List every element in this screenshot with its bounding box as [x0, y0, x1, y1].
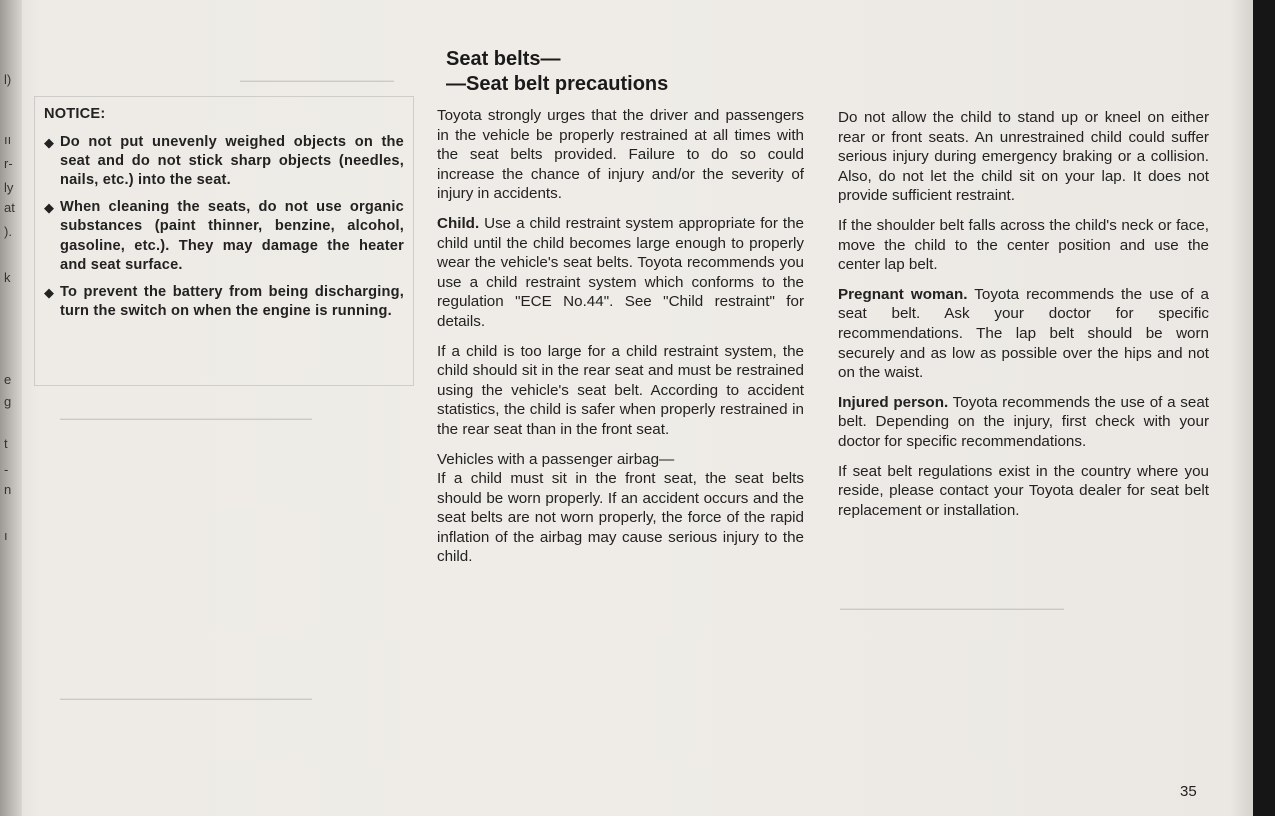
margin-fragment: -: [4, 462, 9, 477]
title-line-1: Seat belts—: [446, 48, 561, 70]
bleed-through-decoration: ——————————————————: [60, 410, 312, 426]
page-edge-shadow: [1253, 0, 1275, 816]
right-column: [838, 108, 1209, 530]
page-number: 35: [1180, 783, 1197, 800]
margin-fragment: g: [4, 394, 12, 409]
diamond-bullet-icon: ◆: [44, 200, 55, 216]
injured-body: Toyota recommends the use of a seat belt. Depending on the injury, first check with your doctor for specific recommendations.: [838, 393, 1209, 450]
title-line-2: —Seat belt precautions: [446, 73, 669, 95]
margin-fragment: k: [4, 270, 11, 285]
airbag-heading: Vehicles with a passenger airbag—: [437, 450, 675, 468]
notice-item-text: Do not put unevenly weighed objects on the seat and do not stick sharp objects (needles, nails, etc.) into the seat.: [60, 133, 404, 188]
notice-item: [44, 198, 404, 275]
margin-fragment: r-: [4, 156, 13, 171]
bleed-through-decoration: ———————————: [240, 72, 394, 88]
margin-fragment: e: [4, 372, 12, 387]
diamond-bullet-icon: ◆: [44, 285, 55, 301]
notice-item: [44, 283, 404, 321]
bleed-through-decoration: ————————————————: [840, 600, 1064, 616]
diamond-bullet-icon: ◆: [44, 134, 55, 150]
regulations-paragraph: If seat belt regulations exist in the country where you reside, please contact your Toyota dealer for seat belt replacement or installation.: [838, 462, 1209, 519]
notice-item-text: To prevent the battery from being discharging, turn the switch on when the engine is running.: [60, 284, 404, 320]
stand-kneel-paragraph: Do not allow the child to stand up or kneel on either rear or front seats. An unrestrained child could suffer serious injury during emergency braking or a collision. Also, do not let the child sit on your lap. It does not provide sufficient restraint.: [838, 109, 1209, 205]
margin-fragment: at: [4, 200, 15, 215]
notice-item-text: When cleaning the seats, do not use organic substances (paint thinner, benzine, alcohol, gasoline, etc.). They may damage the heater and seat surface.: [60, 199, 404, 273]
margin-fragment: ıı: [4, 132, 12, 147]
large-child-paragraph: If a child is too large for a child restraint system, the child should sit in the rear seat and must be restrained using the vehicle's seat belt. According to accident statistics, the child is safer when properly restrained in the rear seat than in the front seat.: [437, 342, 804, 438]
notice-item: [44, 133, 404, 191]
middle-column: [437, 106, 804, 577]
margin-fragment: n: [4, 482, 12, 497]
airbag-paragraph: [437, 450, 804, 568]
margin-fragment: ı: [4, 528, 8, 543]
notice-column: [44, 105, 404, 329]
shoulder-belt-paragraph: If the shoulder belt falls across the child's neck or face, move the child to the center position and use the center lap belt.: [838, 216, 1209, 274]
bleed-through-decoration: ——————————————————: [60, 690, 312, 706]
margin-fragment: ).: [4, 224, 12, 239]
margin-fragment: t: [4, 436, 8, 451]
intro-paragraph: Toyota strongly urges that the driver and passengers in the vehicle be properly restrained at all times with the seat belts provided. Failure to do so could increase the chance of injury and/or the severity of injury in accidents.: [437, 107, 804, 203]
section-title: [446, 47, 806, 97]
injured-lead: Injured person.: [838, 393, 949, 411]
pregnant-lead: Pregnant woman.: [838, 285, 968, 303]
child-body: Use a child restraint system appropriate for the child until the child becomes large enough to properly wear the vehicle's seat belts. Toyota recommends you use a child restraint system which conforms to the regulation "ECE No.44". See "Child restraint" for details.: [437, 214, 804, 330]
notice-heading: NOTICE:: [44, 106, 106, 122]
airbag-body: If a child must sit in the front seat, the seat belts should be worn properly. If an accident occurs and the seat belts are not worn properly, the force of the rapid inflation of the airbag may cause serious injury to the child.: [437, 470, 804, 566]
margin-fragment: ly: [4, 180, 14, 195]
pregnant-paragraph: [838, 285, 1209, 383]
child-lead: Child.: [437, 214, 480, 232]
margin-fragment: l): [4, 72, 12, 87]
child-paragraph: [437, 214, 804, 332]
pregnant-body: Toyota recommends the use of a seat belt. Ask your doctor for specific recommendations. The lap belt should be worn securely and as low as possible over the hips and not on the waist.: [838, 285, 1209, 382]
injured-paragraph: [838, 393, 1209, 452]
